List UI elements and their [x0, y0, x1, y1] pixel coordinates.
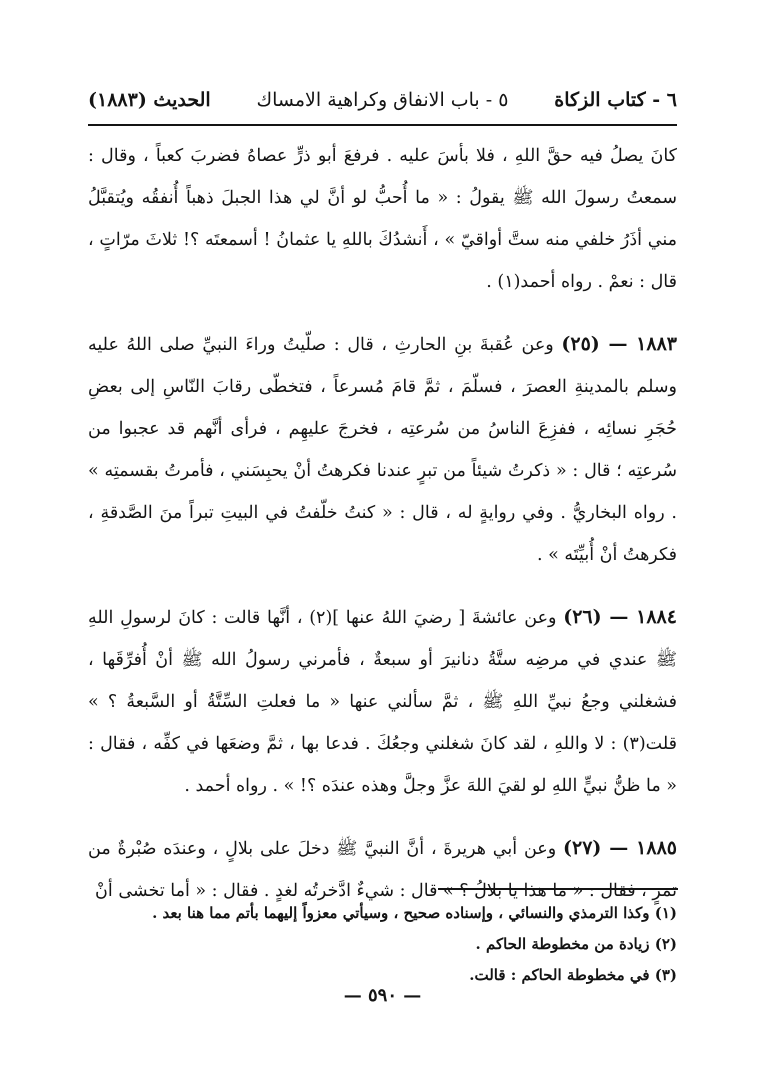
hadith-number: ١٨٨٥ — (٢٧): [563, 837, 677, 859]
paragraph-text: كانَ يصلُ فيه حقَّ اللهِ ، فلا بأسَ عليه . فرفعَ أبو ذرٍّ عصاهُ فضربَ كعباً ، وقال : سمعتُ رسولَ الله ﷺ يقولُ : « ما أُحبُّ لو أنَّ لي هذا الجبلَ ذهباً أُنفقُه ويُتقبَّلُ مني أذَرُ خلفي منه ستَّ أواقيّ » ، أَنشدُكَ باللهِ يا عثمانُ ! أسمعتَه ؟! ثلاثَ مرّاتٍ ، قال : نعمْ . رواه أحمد(١) .: [88, 146, 677, 292]
hadith-number: ١٨٨٤ — (٢٦): [563, 606, 677, 628]
footnotes: [88, 898, 677, 991]
running-header: [88, 80, 677, 120]
footnote-rule: [438, 888, 678, 890]
page-number: — ٥٩٠ —: [343, 985, 422, 1006]
paragraph-text: وعن أبي هريرةَ ، أنَّ النبيَّ ﷺ دخلَ على بلالٍ ، وعندَه صُبْرةٌ من تمرٍ ، فقال : « ما هذا يا بلالُ ؟ » قال : شيءٌ ادَّخرتُه لغدٍ . فقال : « أما تخشى أنْ: [88, 839, 677, 901]
chapter-title: ٥ - باب الانفاق وكراهية الامساك: [256, 89, 509, 111]
footnote-1: (١) وكذا الترمذي والنسائي ، وإسناده صحيح ، وسيأتي معزواً إليهما بأتم مما هنا بعد .: [152, 904, 677, 922]
hadith-reference: الحديث (١٨٨٣): [88, 89, 211, 111]
continuation-paragraph: [88, 135, 677, 303]
hadith-number: ١٨٨٣ — (٢٥): [561, 333, 677, 355]
paragraph-text: وعن عائشةَ [ رضيَ اللهُ عنها ](٢) ، أنَّها قالت : كانَ لرسولِ اللهِ ﷺ عندي في مرضِه ستَّةُ دنانيرَ أو سبعةٌ ، فأمرني رسولُ الله ﷺ أنْ أُفرِّقَها ، فشغلني وجعُ نبيِّ اللهِ ﷺ ، ثمَّ سألني عنها « ما فعلتِ السِّتَّةُ أو السَّبعةُ ؟ » قلت(٣) : لا واللهِ ، لقد كانَ شغلني وجعُكَ . فدعا بها ، ثمَّ وضعَها في كفِّه ، فقال : « ما ظنُّ نبيٍّ اللهِ لو لقيَ اللهَ عزَّ وجلَّ وهذه عندَه ؟! » . رواه أحمد .: [88, 608, 677, 796]
page-body: [88, 135, 677, 912]
footnote-3: (٣) في مخطوطة الحاكم : قالت.: [469, 966, 677, 984]
footnote-2: (٢) زيادة من مخطوطة الحاكم .: [475, 935, 677, 953]
paragraph-text: وعن عُقبةَ بنِ الحارثِ ، قال : صلّيتُ وراءَ النبيِّ صلى اللهُ عليه وسلم بالمدينةِ العصرَ ، فسلّمَ ، ثمَّ قامَ مُسرعاً ، فتخطّى رقابَ النّاسِ إلى بعضِ حُجَرِ نسائِه ، ففزِعَ الناسُ من سُرعتِه ، فخرجَ عليهِم ، فرأى أنَّهم قد عجبوا من سُرعتِه ؛ قال : « ذكرتُ شيئاً من تبرٍ عندنا فكرهتُ أنْ يحبِسَني ، فأمرتُ بقسمتِه » . رواه البخاريُّ . وفي روايةٍ له ، قال : « كنتُ خلّفتُ في البيتِ تبراً منَ الصَّدقةِ ، فكرهتُ أنْ أُبيِّتَه » .: [88, 335, 677, 565]
book-title: ٦ - كتاب الزكاة: [554, 89, 677, 111]
header-rule: [88, 124, 677, 126]
hadith-1884: [88, 596, 677, 807]
hadith-1883: [88, 323, 677, 576]
